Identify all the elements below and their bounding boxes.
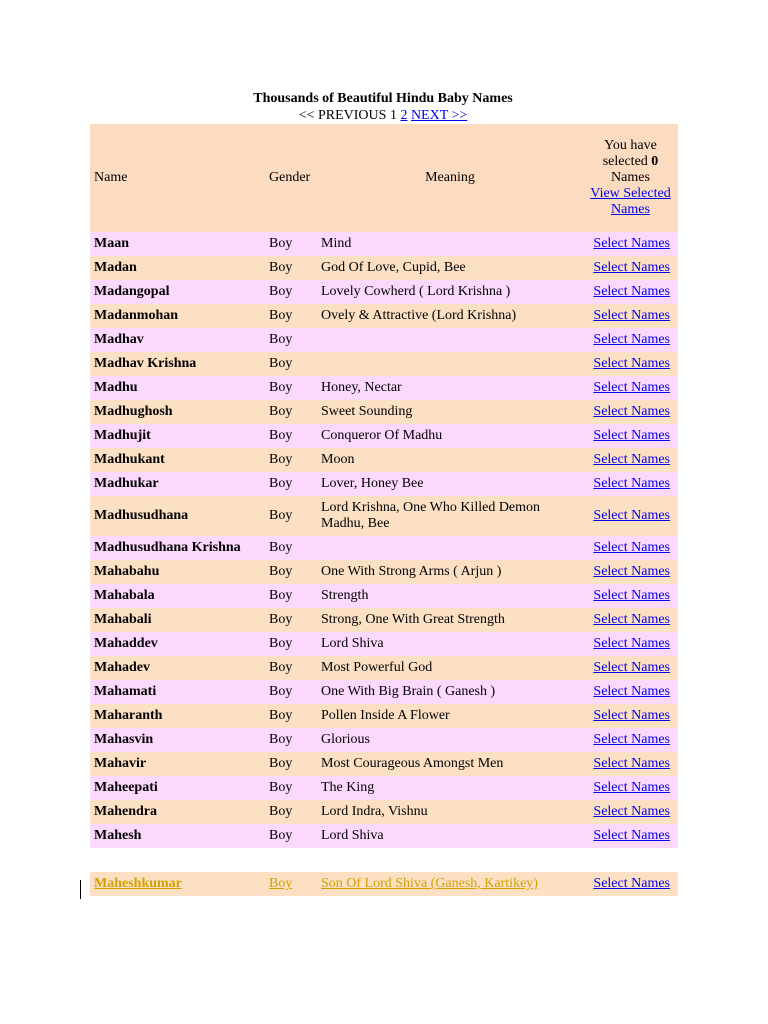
baby-name: Mahabala [94, 588, 155, 603]
table-row [90, 560, 678, 584]
gender: Boy [269, 804, 293, 819]
select-cell [583, 728, 678, 752]
table-row [90, 728, 678, 752]
select-names-link[interactable]: Select Names [593, 260, 670, 275]
select-cell [583, 232, 678, 256]
meaning [317, 536, 583, 560]
select-names-link[interactable]: Select Names [593, 588, 670, 603]
select-cell [583, 328, 678, 352]
baby-name: Mahabali [94, 612, 152, 627]
select-names-link[interactable]: Select Names [593, 828, 670, 843]
meaning: Strong, One With Great Strength [321, 612, 505, 627]
select-cell [583, 472, 678, 496]
page-2-link[interactable]: 2 [400, 108, 408, 123]
select-cell [583, 872, 678, 896]
table-row [90, 376, 678, 400]
meaning: God Of Love, Cupid, Bee [321, 260, 466, 275]
baby-name: Mahesh [94, 828, 142, 843]
baby-name: Madhu [94, 380, 138, 395]
meaning: Moon [321, 452, 355, 467]
baby-name: Madhukar [94, 476, 159, 491]
gender: Boy [269, 508, 293, 523]
baby-name: Madan [94, 260, 137, 275]
baby-name: Madhav Krishna [94, 356, 197, 371]
table-row [90, 448, 678, 472]
baby-name: Madhughosh [94, 404, 173, 419]
gender: Boy [269, 612, 293, 627]
select-names-link[interactable]: Select Names [593, 476, 670, 491]
baby-name-link[interactable]: Maheshkumar [94, 876, 182, 891]
gender: Boy [269, 380, 293, 395]
select-cell [583, 584, 678, 608]
gender: Boy [269, 684, 293, 699]
select-names-link[interactable]: Select Names [593, 356, 670, 371]
select-names-link[interactable]: Select Names [593, 332, 670, 347]
table-row [90, 824, 678, 848]
gender: Boy [269, 588, 293, 603]
baby-name: Mahadev [94, 660, 150, 675]
baby-name: Mahaddev [94, 636, 158, 651]
name-column-header: Name [94, 170, 128, 185]
meaning: Lord Shiva [321, 828, 384, 843]
gender: Boy [269, 636, 293, 651]
meaning: Pollen Inside A Flower [321, 708, 450, 723]
gender: Boy [269, 332, 293, 347]
table-row [90, 352, 678, 376]
baby-name: Madhusudhana Krishna [94, 540, 241, 555]
page-title: Thousands of Beautiful Hindu Baby Names [253, 91, 513, 106]
select-cell [583, 632, 678, 656]
table-row [90, 424, 678, 448]
select-cell [583, 656, 678, 680]
pagination [0, 108, 766, 124]
meaning: Lord Indra, Vishnu [321, 804, 428, 819]
table-row [90, 752, 678, 776]
meaning: Strength [321, 588, 369, 603]
meaning: Lord Shiva [321, 636, 384, 651]
baby-name: Maan [94, 236, 129, 251]
meaning: One With Strong Arms ( Arjun ) [321, 564, 502, 579]
baby-name: Madhusudhana [94, 508, 189, 523]
select-names-link[interactable]: Select Names [593, 780, 670, 795]
select-names-link[interactable]: Select Names [593, 308, 670, 323]
meaning: Lord Krishna, One Who Killed Demon Madhu, Bee [321, 500, 541, 531]
table-row [90, 496, 678, 536]
next-link[interactable]: NEXT >> [410, 108, 468, 123]
baby-name: Mahamati [94, 684, 157, 699]
selected-suffix: Names [611, 170, 650, 185]
baby-names-table [90, 124, 678, 896]
gender: Boy [269, 236, 293, 251]
gender: Boy [269, 756, 293, 771]
table-row [90, 800, 678, 824]
text-cursor [80, 880, 81, 899]
select-names-link[interactable]: Select Names [593, 756, 670, 771]
gender: Boy [269, 780, 293, 795]
select-cell [583, 824, 678, 848]
select-cell [583, 448, 678, 472]
select-cell [583, 560, 678, 584]
gender: Boy [269, 260, 293, 275]
select-names-link[interactable]: Select Names [593, 540, 670, 555]
table-row [90, 304, 678, 328]
table-row [90, 328, 678, 352]
meaning-column-header: Meaning [425, 170, 475, 185]
meaning [317, 352, 583, 376]
gender: Boy [269, 732, 293, 747]
table-row [90, 656, 678, 680]
baby-name: Mahavir [94, 756, 147, 771]
meaning: Most Powerful God [321, 660, 433, 675]
select-names-link[interactable]: Select Names [593, 732, 670, 747]
select-cell [583, 680, 678, 704]
spacer-cell [90, 848, 678, 872]
select-names-link[interactable]: Select Names [593, 660, 670, 675]
select-names-link[interactable]: Select Names [593, 404, 670, 419]
meaning: Honey, Nectar [321, 380, 402, 395]
gender: Boy [269, 428, 293, 443]
select-names-link[interactable]: Select Names [593, 804, 670, 819]
gender: Boy [269, 452, 293, 467]
baby-name: Mahasvin [94, 732, 154, 747]
select-names-link[interactable]: Select Names [593, 612, 670, 627]
meaning [317, 872, 583, 896]
select-cell [583, 608, 678, 632]
gender: Boy [269, 404, 293, 419]
current-page: 1 [389, 108, 397, 123]
meaning: Mind [321, 236, 352, 251]
baby-name: Maheepati [94, 780, 158, 795]
gender: Boy [269, 476, 293, 491]
baby-name: Madhujit [94, 428, 151, 443]
meaning: Ovely & Attractive (Lord Krishna) [321, 308, 517, 323]
table-row [90, 776, 678, 800]
table-row [90, 704, 678, 728]
select-cell [583, 776, 678, 800]
select-cell [583, 280, 678, 304]
select-names-link[interactable]: Select Names [593, 636, 670, 651]
table-row [90, 400, 678, 424]
table-row [90, 608, 678, 632]
select-names-link[interactable]: Select Names [593, 708, 670, 723]
gender: Boy [269, 540, 293, 555]
select-cell [583, 752, 678, 776]
selected-count: 0 [651, 154, 659, 169]
select-cell [583, 800, 678, 824]
meaning-link[interactable]: Son Of Lord Shiva (Ganesh, Kartikey) [321, 876, 538, 891]
baby-name: Maharanth [94, 708, 163, 723]
gender-column-header: Gender [269, 170, 311, 185]
meaning: One With Big Brain ( Ganesh ) [321, 684, 496, 699]
table-row [90, 680, 678, 704]
gender: Boy [269, 356, 293, 371]
meaning: Lover, Honey Bee [321, 476, 424, 491]
table-row [90, 584, 678, 608]
meaning: Lovely Cowherd ( Lord Krishna ) [321, 284, 511, 299]
gender: Boy [269, 708, 293, 723]
table-header-row [90, 124, 678, 232]
select-cell [583, 304, 678, 328]
select-cell [583, 400, 678, 424]
table-row [90, 232, 678, 256]
gender [265, 872, 317, 896]
select-names-link[interactable]: Select Names [593, 684, 670, 699]
gender: Boy [269, 828, 293, 843]
meaning: Most Courageous Amongst Men [321, 756, 504, 771]
selected-names-header [583, 124, 678, 232]
select-names-link[interactable]: Select Names [593, 428, 670, 443]
baby-name: Mahabahu [94, 564, 160, 579]
baby-name: Madhukant [94, 452, 165, 467]
table-row [90, 536, 678, 560]
select-cell [583, 376, 678, 400]
gender: Boy [269, 284, 293, 299]
view-selected-names-link[interactable]: View Selected Names [590, 186, 671, 217]
select-names-link[interactable]: Select Names [593, 452, 670, 467]
table-row [90, 280, 678, 304]
table-row [90, 472, 678, 496]
select-cell [583, 704, 678, 728]
baby-name: Madhav [94, 332, 144, 347]
select-cell [583, 496, 678, 536]
gender: Boy [269, 308, 293, 323]
baby-name: Madanmohan [94, 308, 179, 323]
gender-link[interactable]: Boy [269, 876, 293, 891]
select-cell [583, 536, 678, 560]
selected-prefix: You have selected [602, 138, 657, 169]
meaning: Conqueror Of Madhu [321, 428, 443, 443]
baby-name: Madangopal [94, 284, 170, 299]
select-names-link[interactable]: Select Names [593, 236, 670, 251]
select-cell [583, 424, 678, 448]
previous-label: << PREVIOUS [298, 108, 387, 123]
meaning: Glorious [321, 732, 370, 747]
spacer-row [90, 848, 678, 872]
baby-name: Mahendra [94, 804, 157, 819]
gender: Boy [269, 660, 293, 675]
select-cell [583, 352, 678, 376]
select-names-link[interactable]: Select Names [593, 284, 670, 299]
table-row [90, 256, 678, 280]
table-row [90, 632, 678, 656]
gender: Boy [269, 564, 293, 579]
select-names-link[interactable]: Select Names [593, 564, 670, 579]
baby-name [90, 872, 265, 896]
meaning: Sweet Sounding [321, 404, 413, 419]
select-names-link[interactable]: Select Names [593, 380, 670, 395]
meaning [317, 328, 583, 352]
table-row-highlighted [90, 872, 678, 896]
select-cell [583, 256, 678, 280]
select-names-link[interactable]: Select Names [593, 508, 670, 523]
meaning: The King [321, 780, 375, 795]
select-names-link[interactable]: Select Names [593, 876, 670, 891]
